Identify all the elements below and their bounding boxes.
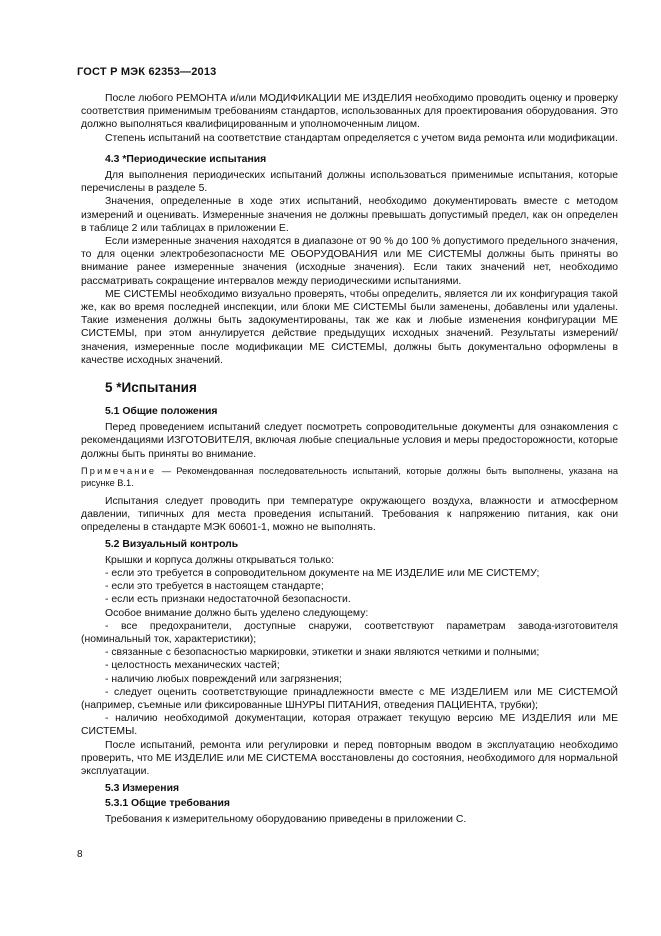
page-number: 8 <box>77 849 83 860</box>
paragraph: Перед проведением испытаний следует посмотреть сопроводительные документы для ознакомления с рекомендациями ИЗГОТОВИТЕЛЯ, включая любые специальные условия и меры предосторожности, которые должны быть приняты во внимание. <box>81 422 618 460</box>
note-text: — Рекомендованная последовательность испытаний, которые должны быть выполнены, указана на рисунке В.1. <box>81 465 618 489</box>
paragraph: Крышки и корпуса должны открываться только: <box>105 554 335 566</box>
paragraph: Особое внимание должно быть уделено следующему: <box>105 607 369 619</box>
list-item: - наличию любых повреждений или загрязнения; <box>105 673 342 685</box>
paragraph: МЕ СИСТЕМЫ необходимо визуально проверять, чтобы определить, является ли их конфигурация такой же, как во время последней инспекции, или блоки МЕ СИСТЕМЫ были заменены, добавлены или удалены. Такие изменения должны быть задокументированы, так же как и любые изменения конфигурации МЕ СИСТЕМЫ, при этом аннулируется действие предыдущих исходных значений. Результаты измерений/значения, измеренные после модификации МЕ СИСТЕМЫ, должны быть документально оформлены в качестве исходных значений. <box>81 288 618 366</box>
list-item: - если есть признаки недостаточной безопасности. <box>105 594 351 606</box>
list-item: - следует оценить соответствующие принадлежности вместе с МЕ ИЗДЕЛИЕМ или МЕ СИСТЕМОЙ (например, съемные или фиксированные ШНУРЫ ПИТАНИЯ, отведения ПАЦИЕНТА, трубки); <box>81 686 618 711</box>
section-heading-5-1: 5.1 Общие положения <box>105 406 218 418</box>
list-item: - связанные с безопасностью маркировки, этикетки и знаки являются четкими и полными; <box>105 647 540 659</box>
document-header: ГОСТ Р МЭК 62353—2013 <box>77 66 217 78</box>
section-heading-5-2: 5.2 Визуальный контроль <box>105 539 239 551</box>
paragraph: Степень испытаний на соответствие стандартам определяется с учетом вида ремонта или модификации. <box>105 132 618 144</box>
paragraph: После испытаний, ремонта или регулировки и перед повторным вводом в эксплуатацию необходимо проверить, что МЕ ИЗДЕЛИЕ или МЕ СИСТЕМА восстановлены до состояния, необходимого для нормальной эксплуатации. <box>81 739 618 777</box>
section-heading-5-3-1: 5.3.1 Общие требования <box>105 798 230 810</box>
list-item: - все предохранители, доступные снаружи, соответствуют параметрам завода-изготовителя (номинальный ток, характеристики); <box>81 620 618 645</box>
section-heading-5-3: 5.3 Измерения <box>105 783 180 795</box>
note-label: Примечание <box>81 465 157 476</box>
section-heading-4-3: 4.3 *Периодические испытания <box>105 153 267 165</box>
paragraph: Если измеренные значения находятся в диапазоне от 90 % до 100 % допустимого предельного значения, то для оценки электробезопасности МЕ ОБОРУДОВАНИЯ или МЕ СИСТЕМЫ должны быть приняты во внимание ранее измеренные значения (исходные значения). Если таких значений нет, необходимо рассматривать сокращение интервалов между периодическими испытаниями. <box>81 236 618 287</box>
list-item: - целостность механических частей; <box>105 660 280 672</box>
list-item: - если это требуется в настоящем стандарте; <box>105 581 324 593</box>
list-item: - если это требуется в сопроводительном документе на МЕ ИЗДЕЛИЕ или МЕ СИСТЕМУ; <box>105 567 540 579</box>
paragraph: После любого РЕМОНТА и/или МОДИФИКАЦИИ МЕ ИЗДЕЛИЯ необходимо проводить оценку и проверку соответствия применимым требованиям стандартов, использованных для проектирования оборудования. Это должно выполняться квалифицированным и уполномоченным лицом. <box>81 93 618 131</box>
paragraph: Значения, определенные в ходе этих испытаний, необходимо документировать вместе с методом измерений и оценивать. Измеренные значения не должны превышать допустимый предел, как он определен в таблице 2 или таблицах в приложении Е. <box>81 196 618 234</box>
document-body <box>81 92 618 826</box>
paragraph: Для выполнения периодических испытаний должны использоваться применимые испытания, которые перечислены в разделе 5. <box>81 170 618 195</box>
note <box>81 465 618 490</box>
paragraph: Испытания следует проводить при температуре окружающего воздуха, влажности и атмосферном давлении, типичных для места проведения испытаний. Требования к напряжению питания, как они определены в стандарте МЭК 60601-1, можно не выполнять. <box>81 495 618 534</box>
section-heading-5: 5 *Испытания <box>105 380 197 396</box>
paragraph: Требования к измерительному оборудованию приведены в приложении С. <box>105 813 467 825</box>
list-item: - наличию необходимой документации, которая отражает текущую версию МЕ ИЗДЕЛИЯ или МЕ СИСТЕМЫ. <box>81 713 618 738</box>
